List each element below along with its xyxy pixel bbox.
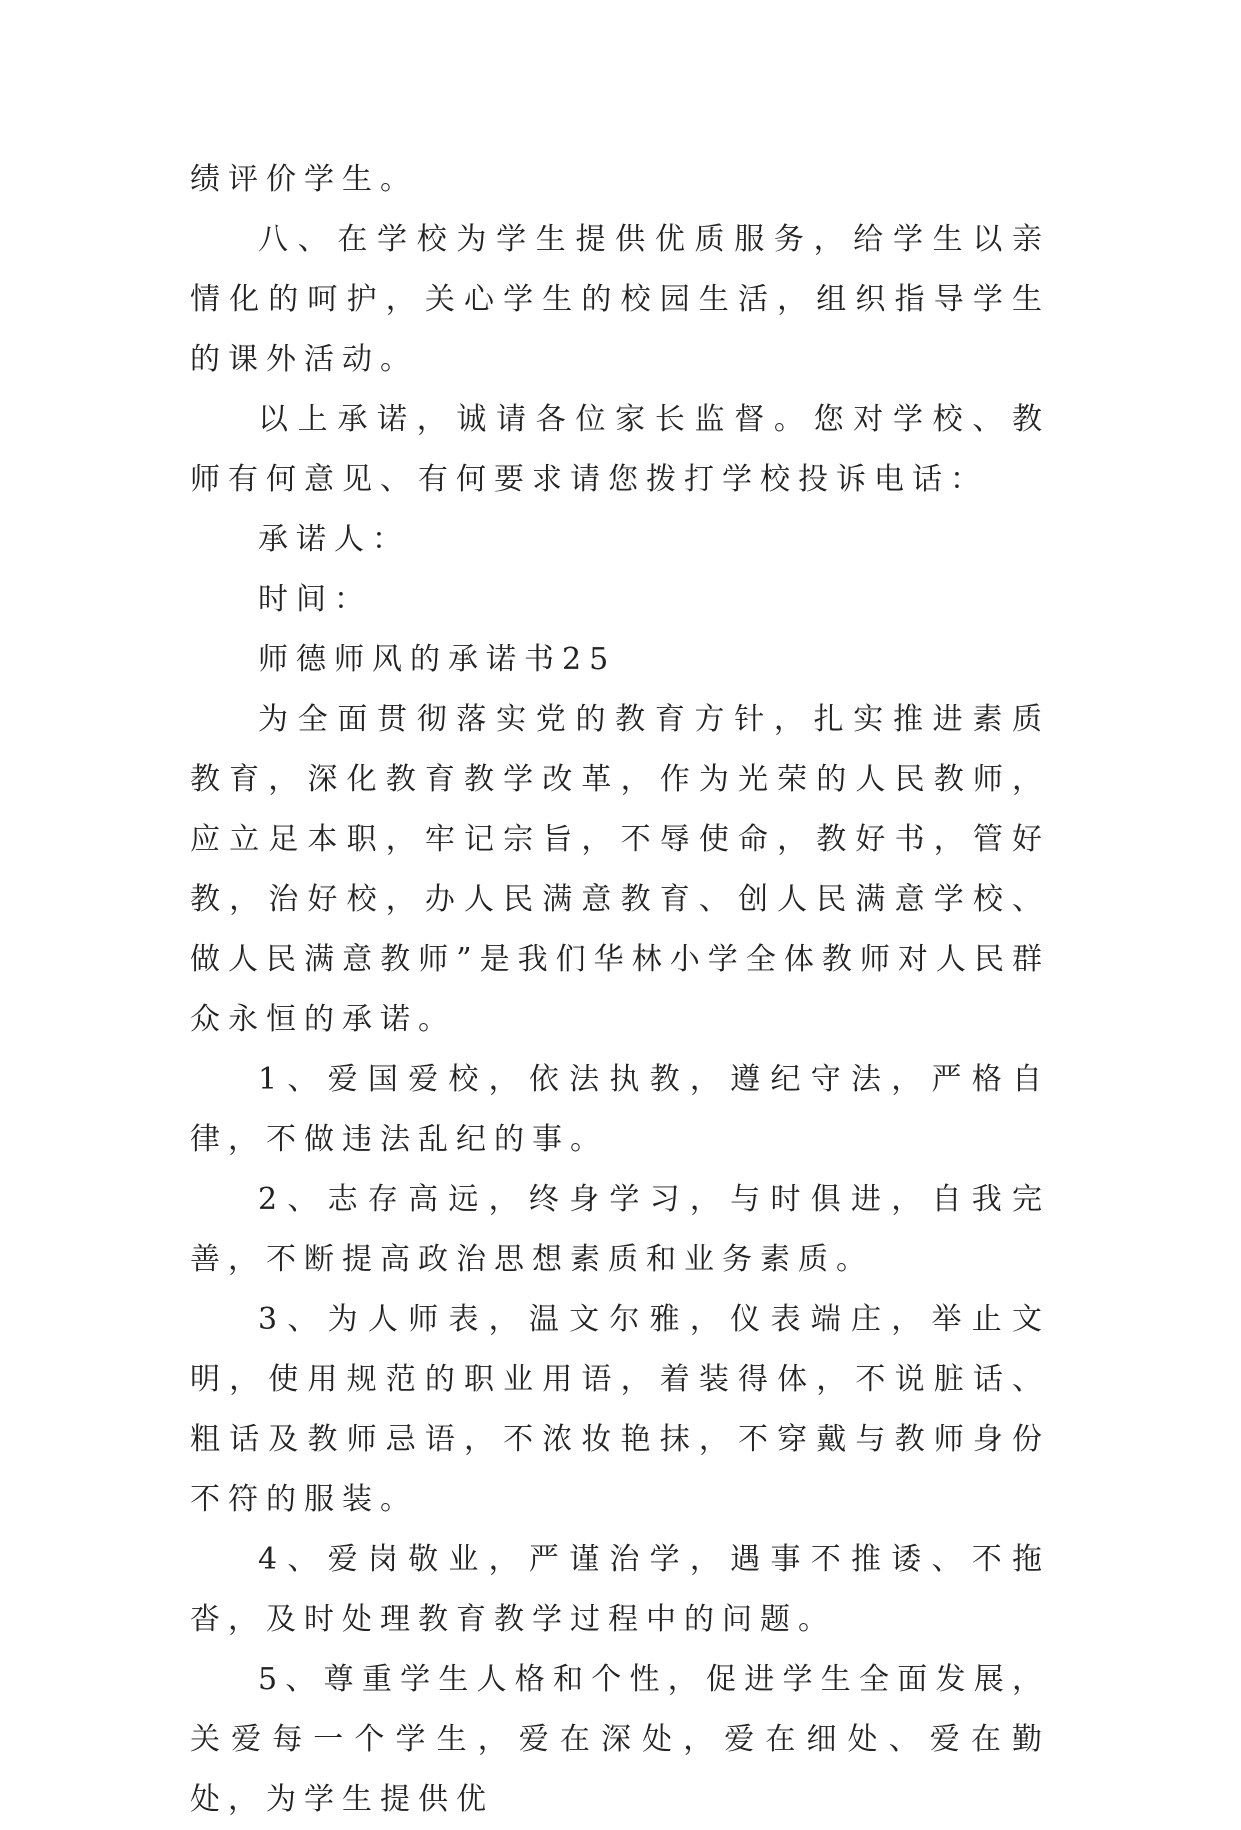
paragraph-intro: 为全面贯彻落实党的教育方针，扎实推进素质教育，深化教育教学改革，作为光荣的人民教师，应立足本职，牢记宗旨，不辱使命，教好书，管好教，治好校，办人民满意教育、创人民满意学校、做人民满意教师”是我们华林小学全体教师对人民群众永恒的承诺。 <box>190 702 1050 1037</box>
paragraph-promiser: 承诺人： <box>258 522 410 557</box>
paragraph-item-4: 4、爱岗敬业，严谨治学，遇事不推诿、不拖沓，及时处理教育教学过程中的问题。 <box>190 1542 1050 1637</box>
paragraph-continuation: 绩评价学生。 <box>190 162 418 197</box>
paragraph-item-2: 2、志存高远，终身学习，与时俱进，自我完善，不断提高政治思想素质和业务素质。 <box>190 1182 1050 1277</box>
section-heading: 师德师风的承诺书25 <box>258 642 617 677</box>
paragraph-supervision: 以上承诺，诚请各位家长监督。您对学校、教师有何意见、有何要求请您拨打学校投诉电话： <box>190 402 1050 497</box>
paragraph-item-eight: 八、在学校为学生提供优质服务，给学生以亲情化的呵护，关心学生的校园生活，组织指导学生的课外活动。 <box>190 222 1050 377</box>
paragraph-item-3: 3、为人师表，温文尔雅，仪表端庄，举止文明，使用规范的职业用语，着装得体，不说脏话、粗话及教师忌语，不浓妆艳抹，不穿戴与教师身份不符的服装。 <box>190 1302 1050 1517</box>
paragraph-item-1: 1、爱国爱校，依法执教，遵纪守法，严格自律，不做违法乱纪的事。 <box>190 1062 1050 1157</box>
paragraph-date: 时间： <box>258 582 372 617</box>
paragraph-item-5: 5、尊重学生人格和个性，促进学生全面发展，关爱每一个学生，爱在深处，爱在细处、爱在勤处，为学生提供优 <box>190 1662 1050 1817</box>
document-body <box>190 150 1050 1830</box>
